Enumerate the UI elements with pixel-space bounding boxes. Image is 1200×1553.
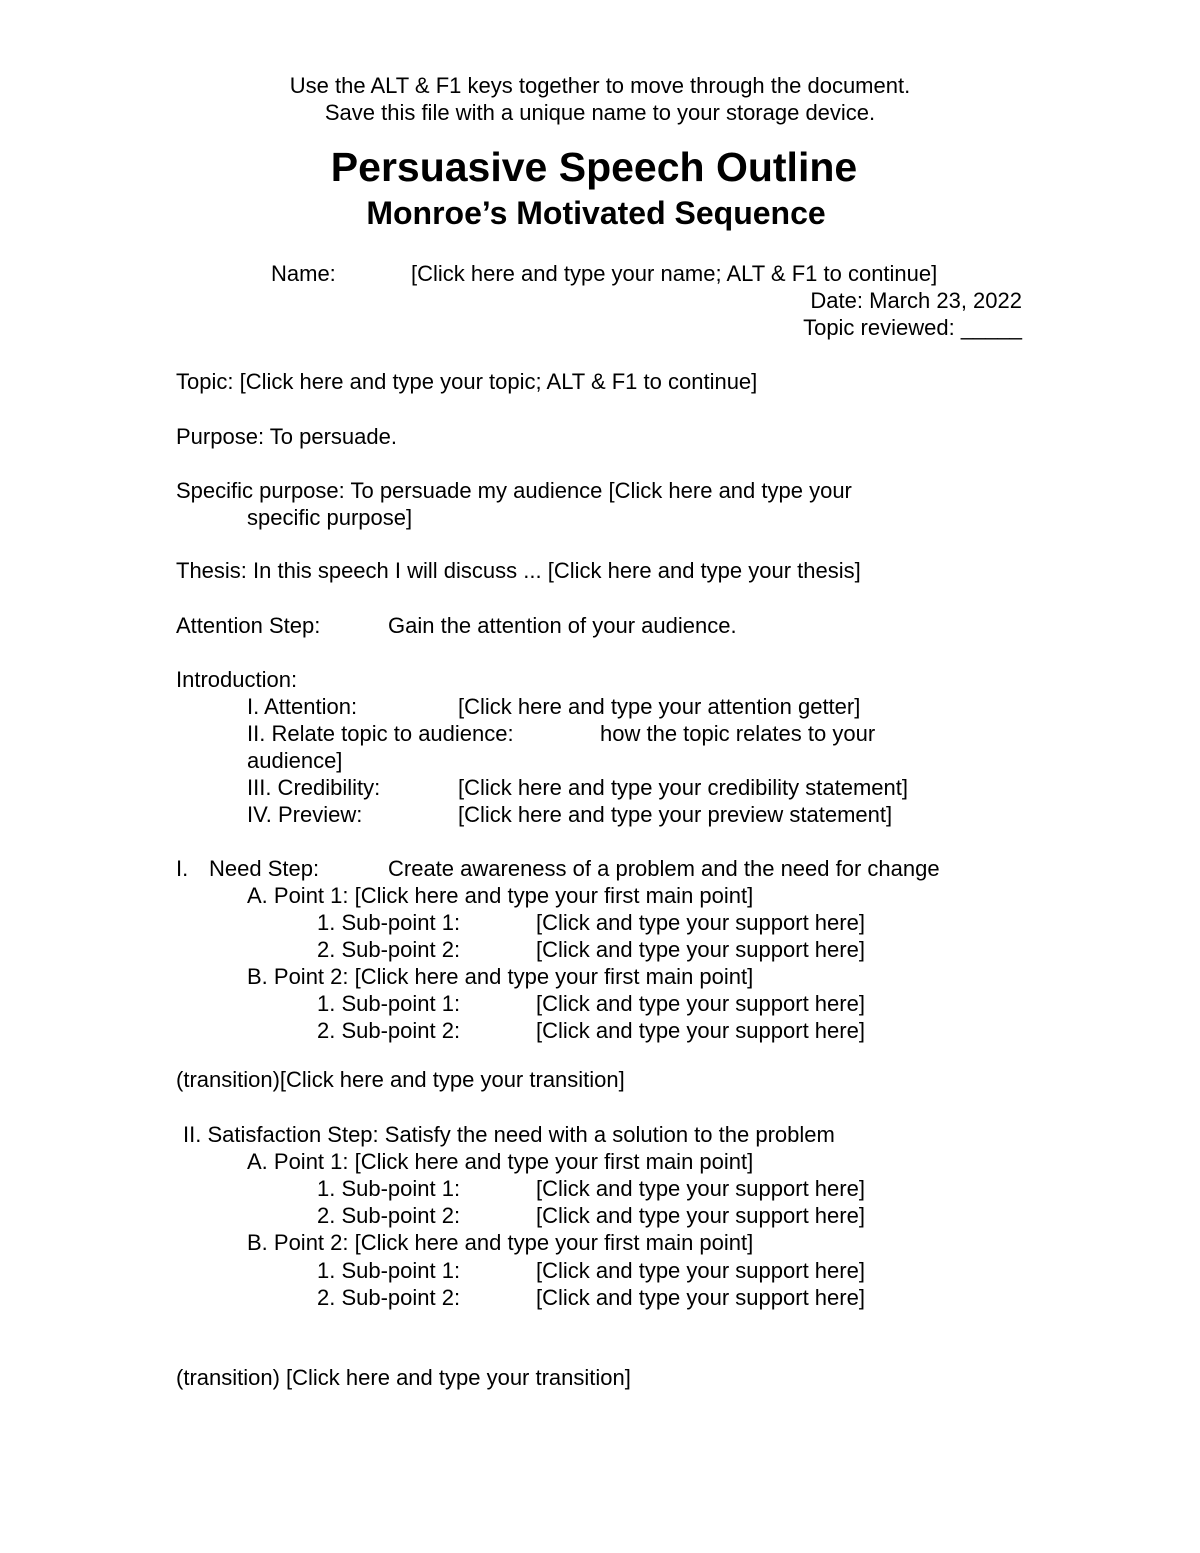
specific-purpose-field-continued[interactable]: specific purpose] [247, 505, 413, 530]
need-point-a-sub2-field[interactable]: [Click and type your support here] [536, 937, 865, 962]
intro-preview-label: IV. Preview: [247, 802, 363, 827]
satisfaction-point-a-sub1-label: 1. Sub-point 1: [317, 1176, 461, 1201]
intro-attention-label: I. Attention: [247, 694, 358, 719]
intro-relate-label: II. Relate topic to audience: [247, 721, 514, 746]
specific-purpose-label: Specific purpose: To persuade my audience [176, 478, 609, 503]
instruction-line-1: Use the ALT & F1 keys together to move through the document. [289, 73, 911, 98]
instruction-line-2: Save this file with a unique name to your storage device. [324, 100, 876, 125]
transition-1[interactable]: (transition)[Click here and type your transition] [176, 1067, 625, 1092]
need-step-numeral: I. [176, 856, 189, 881]
name-field[interactable]: [Click here and type your name; ALT & F1 to continue] [411, 261, 938, 286]
satisfaction-point-a[interactable]: A. Point 1: [Click here and type your first main point] [247, 1149, 754, 1174]
thesis-label: Thesis: In this speech I will discuss ... [176, 558, 548, 583]
satisfaction-point-b-sub1-field[interactable]: [Click and type your support here] [536, 1258, 865, 1283]
introduction-heading: Introduction: [176, 667, 298, 692]
specific-purpose-field[interactable]: [Click here and type your [608, 478, 852, 503]
need-step-text: Create awareness of a problem and the need for change [388, 856, 940, 881]
need-point-a[interactable]: A. Point 1: [Click here and type your first main point] [247, 883, 754, 908]
topic-field[interactable]: [Click here and type your topic; ALT & F1 to continue] [239, 369, 758, 394]
need-point-b-sub2-field[interactable]: [Click and type your support here] [536, 1018, 865, 1043]
need-point-b-sub1-label: 1. Sub-point 1: [317, 991, 461, 1016]
need-point-b-sub2-label: 2. Sub-point 2: [317, 1018, 461, 1043]
need-point-a-sub1-label: 1. Sub-point 1: [317, 910, 461, 935]
intro-credibility-label: III. Credibility: [247, 775, 381, 800]
specific-purpose-line [176, 477, 852, 504]
satisfaction-point-b-sub2-field[interactable]: [Click and type your support here] [536, 1285, 865, 1310]
satisfaction-step-heading: II. Satisfaction Step: Satisfy the need with a solution to the problem [183, 1122, 835, 1147]
thesis-line [176, 557, 861, 584]
satisfaction-point-a-sub1-field[interactable]: [Click and type your support here] [536, 1176, 865, 1201]
need-point-b[interactable]: B. Point 2: [Click here and type your first main point] [247, 964, 754, 989]
intro-attention-field[interactable]: [Click here and type your attention getter] [458, 694, 861, 719]
thesis-field[interactable]: [Click here and type your thesis] [547, 558, 861, 583]
need-point-a-sub1-field[interactable]: [Click and type your support here] [536, 910, 865, 935]
topic-reviewed: Topic reviewed: _____ [803, 315, 1022, 340]
intro-preview-field[interactable]: [Click here and type your preview statement] [458, 802, 893, 827]
purpose-line: Purpose: To persuade. [176, 424, 397, 449]
document-title: Persuasive Speech Outline [330, 144, 858, 190]
transition-2[interactable]: (transition) [Click here and type your transition] [176, 1365, 631, 1390]
need-step-label: Need Step: [209, 856, 320, 881]
topic-label: Topic: [176, 369, 240, 394]
date-line: Date: March 23, 2022 [810, 288, 1022, 313]
intro-relate-field-continued[interactable]: audience] [247, 748, 343, 773]
topic-line [176, 368, 757, 395]
satisfaction-point-b-sub1-label: 1. Sub-point 1: [317, 1258, 461, 1283]
attention-step-text: Gain the attention of your audience. [388, 613, 737, 638]
document-subtitle: Monroe’s Motivated Sequence [366, 195, 826, 231]
satisfaction-point-b-sub2-label: 2. Sub-point 2: [317, 1285, 461, 1310]
intro-relate-field[interactable]: how the topic relates to your [600, 721, 876, 746]
intro-credibility-field[interactable]: [Click here and type your credibility statement] [458, 775, 908, 800]
need-point-b-sub1-field[interactable]: [Click and type your support here] [536, 991, 865, 1016]
need-point-a-sub2-label: 2. Sub-point 2: [317, 937, 461, 962]
attention-step-label: Attention Step: [176, 613, 321, 638]
satisfaction-point-b[interactable]: B. Point 2: [Click here and type your first main point] [247, 1230, 754, 1255]
satisfaction-point-a-sub2-field[interactable]: [Click and type your support here] [536, 1203, 865, 1228]
satisfaction-point-a-sub2-label: 2. Sub-point 2: [317, 1203, 461, 1228]
name-label: Name: [271, 261, 336, 286]
